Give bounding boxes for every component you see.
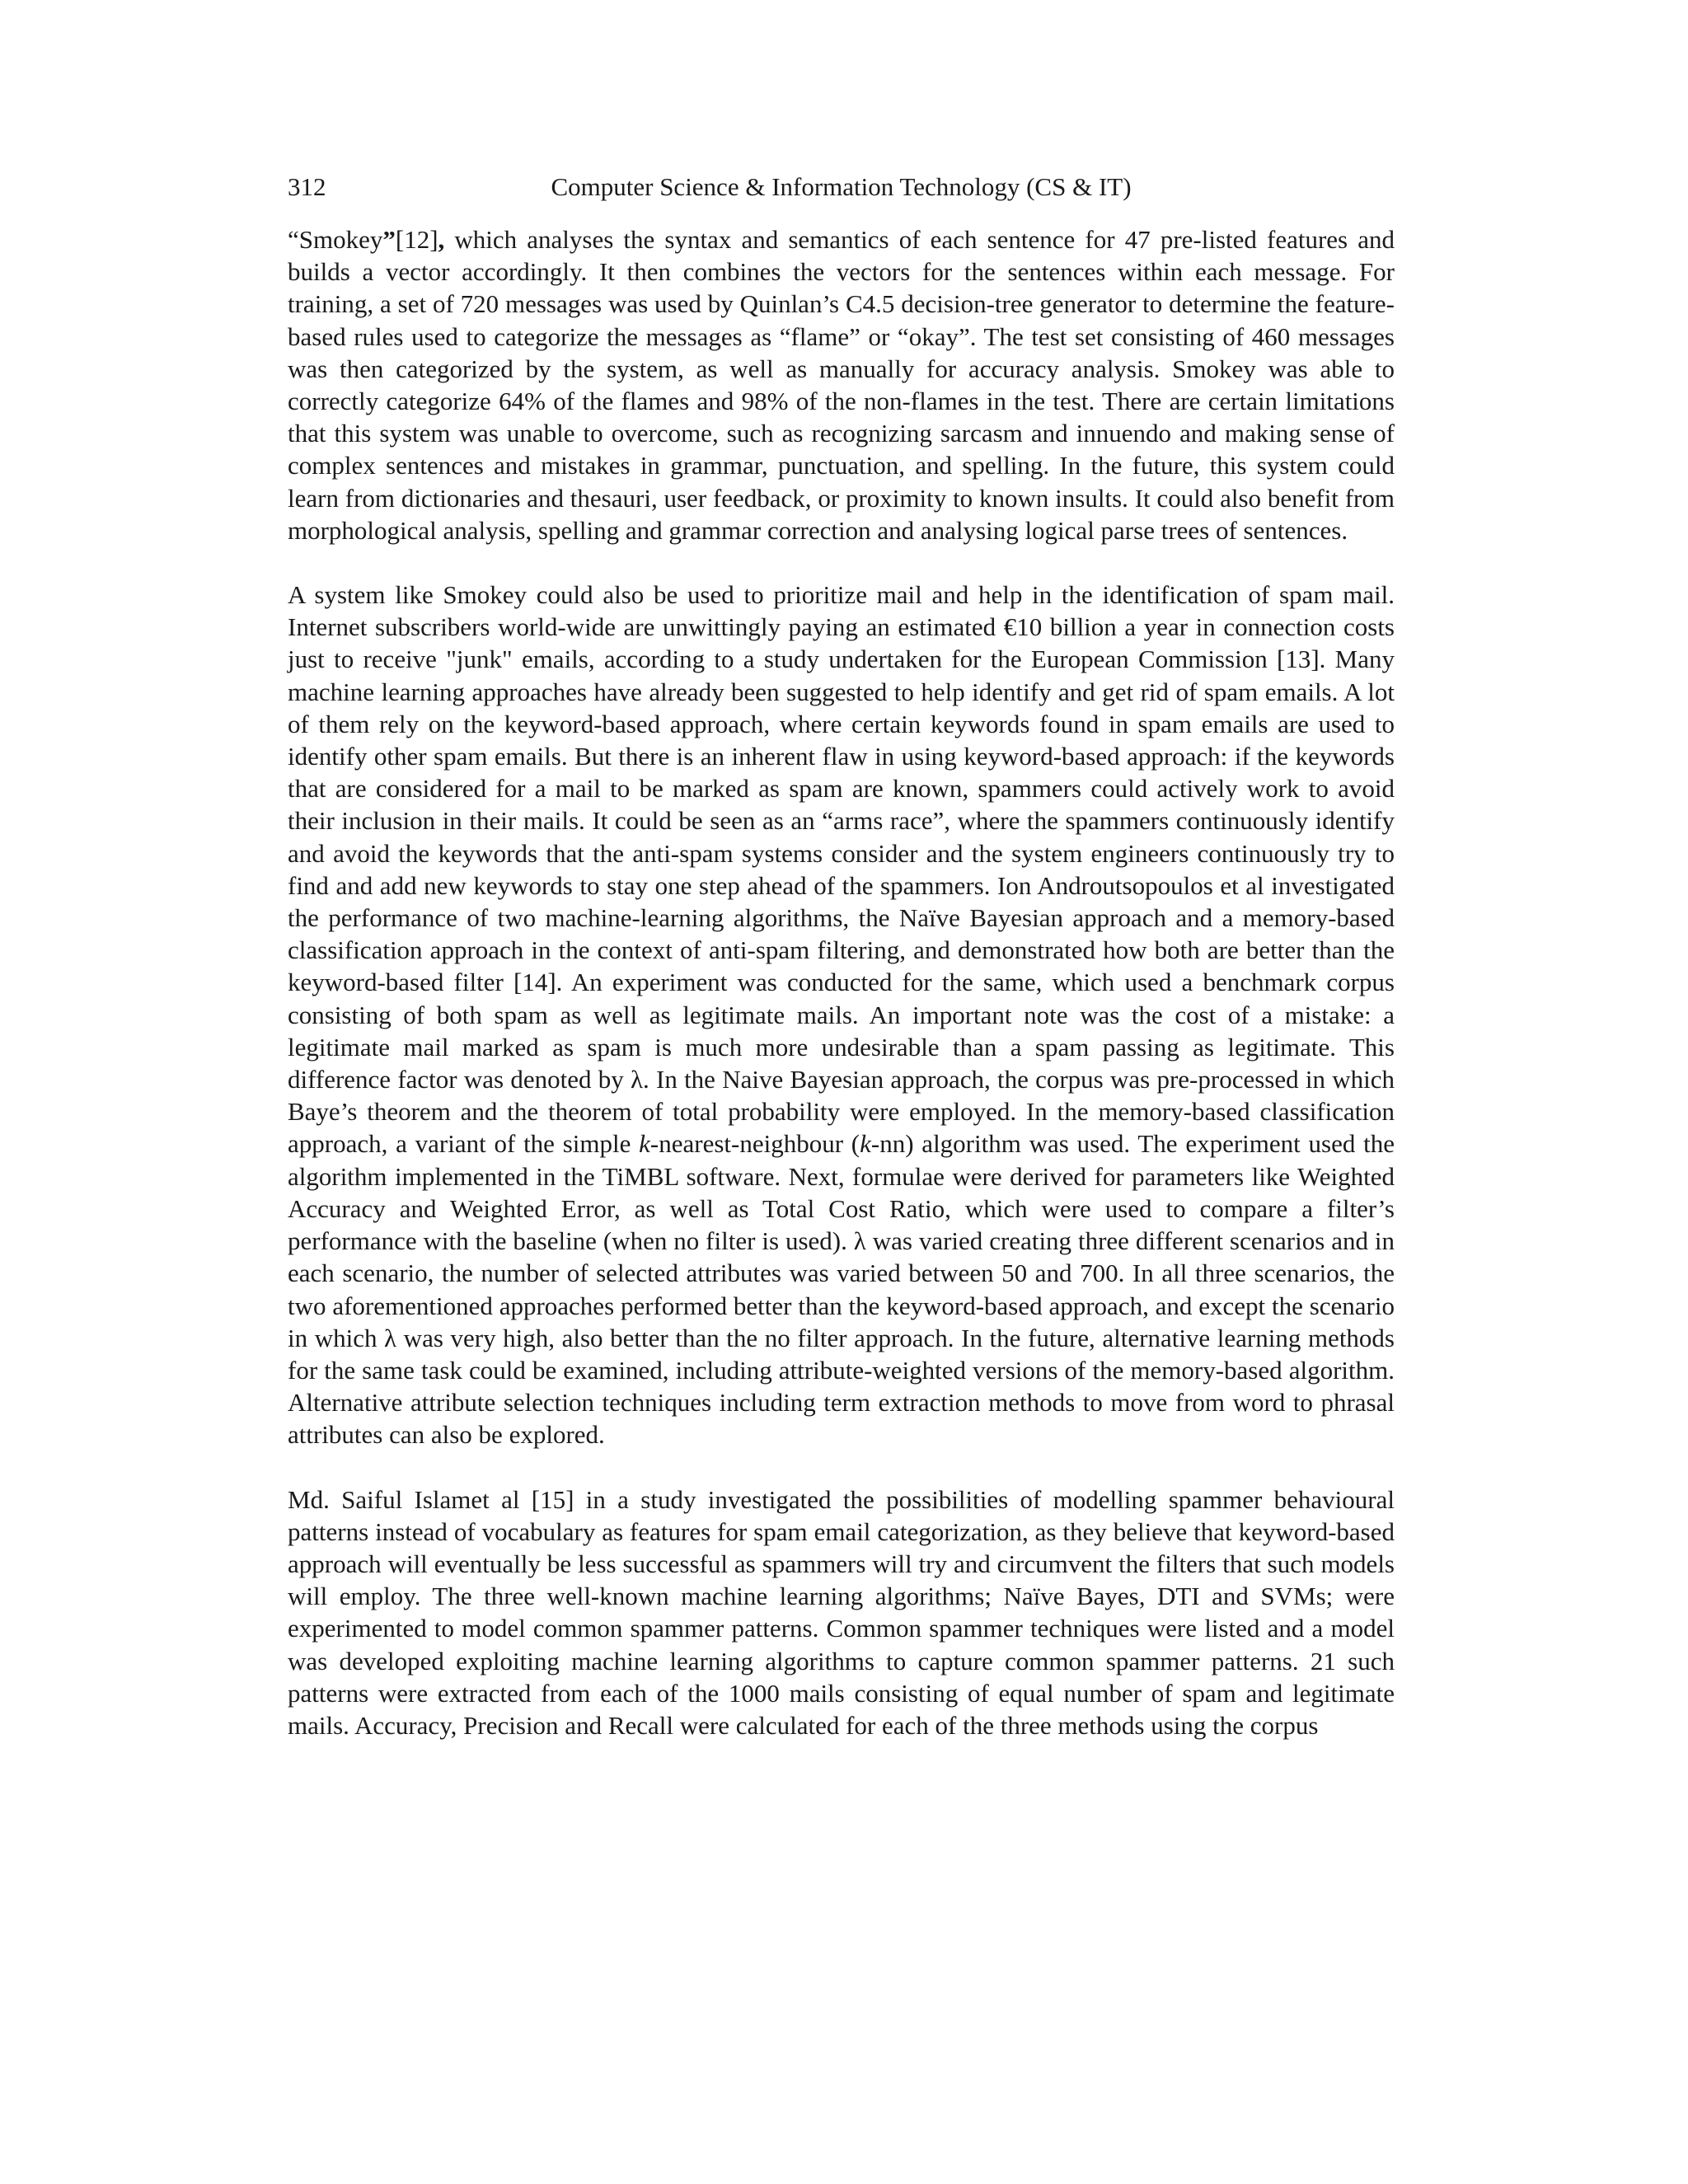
text-run: A system like Smokey could also be used to prioritize mail and help in the identification of spam mail. Internet subscribers world-wide are unwittingly paying an estimated €10 billion a year in connection costs just to receive "junk" emails, according to a study undertaken for the European Commission [13]. Many machine learning approaches have already been suggested to help identify and get rid of spam emails. A lot of them rely on the keyword-based approach, where certain keywords found in spam emails are used to identify other spam emails. But there is an inherent flaw in using keyword-based approach: if the keywords that are considered for a mail to be marked as spam are known, spammers could actively work to avoid their inclusion in their mails. It could be seen as an “arms race”, where the spammers continuously identify and avoid the keywords that the anti-spam systems consider and the system engineers continuously try to find and add new keywords to stay one step ahead of the spammers. Ion Androutsopoulos et al investigated the performance of two machine-learning algorithms, the Naïve Bayesian approach and a memory-based classification approach in the context of anti-spam filtering, and demonstrated how both are better than the keyword-based filter [14]. An experiment was conducted for the same, which used a benchmark corpus consisting of both spam as well as legitimate mails. An important note was the cost of a mistake: a legitimate mail marked as spam is much more undesirable than a spam passing as legitimate. This difference factor was denoted by λ. In the Naive Bayesian approach, the corpus was pre-processed in which Baye’s theorem and the theorem of total probability were employed. In the memory-based classification approach, a variant of the simple	[288, 580, 1395, 1159]
text-run: [12]	[395, 225, 438, 254]
text-run: “Smokey	[288, 225, 383, 254]
paragraph-spam-filtering	[288, 579, 1395, 1451]
text-run: -nearest-neighbour (	[649, 1129, 860, 1159]
paragraph-spammer-patterns	[288, 1483, 1395, 1742]
page-number: 312	[288, 172, 326, 201]
journal-title: Computer Science & Information Technology (CS & IT)	[551, 172, 1132, 201]
paragraph-smokey	[288, 223, 1395, 546]
document-page	[288, 169, 1395, 1741]
text-run: ,	[438, 225, 445, 254]
text-run: -nn) algorithm was used. The experiment used the algorithm implemented in the TiMBL software. Next, formulae were derived for parameters like Weighted Accuracy and Weighted Error, as well as Total Cost Ratio, which were used to compare a filter’s performance with the baseline (when no filter is used). λ was varied creating three different scenarios and in each scenario, the number of selected attributes was varied between 50 and 700. In all three scenarios, the two aforementioned approaches performed better than the keyword-based approach, and except the scenario in which λ was very high, also better than the no filter approach. In the future, alternative learning methods for the same task could be examined, including attribute-weighted versions of the memory-based algorithm. Alternative attribute selection techniques including term extraction methods to move from word to phrasal attributes can also be explored.	[288, 1129, 1395, 1450]
running-header	[288, 169, 1395, 205]
body-text	[288, 223, 1395, 1741]
text-run: Md. Saiful Islamet al [15] in a study investigated the possibilities of modelling spammer behavioural patterns instead of vocabulary as features for spam email categorization, as they believe that keyword-based approach will eventually be less successful as spammers will try and circumvent the filters that such models will employ. The three well-known machine learning algorithms; Naïve Bayes, DTI and SVMs; were experimented to model common spammer patterns. Common spammer techniques were listed and a model was developed exploiting machine learning algorithms to capture common spammer patterns. 21 such patterns were extracted from each of the 1000 mails consisting of equal number of spam and legitimate mails. Accuracy, Precision and Recall were calculated for each of the three methods using the corpus	[288, 1484, 1395, 1740]
text-run: k	[639, 1129, 650, 1159]
text-run: ”	[382, 225, 396, 254]
text-run: k	[860, 1129, 871, 1159]
text-run: which analyses the syntax and semantics of each sentence for 47 pre-listed features and builds a vector accordingly. It then combines the vectors for the sentences within each message. For training, a set of 720 messages was used by Quinlan’s C4.5 decision-tree generator to determine the feature-based rules used to categorize the messages as “flame” or “okay”. The test set consisting of 460 messages was then categorized by the system, as well as manually for accuracy analysis. Smokey was able to correctly categorize 64% of the flames and 98% of the non-flames in the test. There are certain limitations that this system was unable to overcome, such as recognizing sarcasm and innuendo and making sense of complex sentences and mistakes in grammar, punctuation, and spelling. In the future, this system could learn from dictionaries and thesauri, user feedback, or proximity to known insults. It could also benefit from morphological analysis, spelling and grammar correction and analysing logical parse trees of sentences.	[288, 225, 1395, 545]
